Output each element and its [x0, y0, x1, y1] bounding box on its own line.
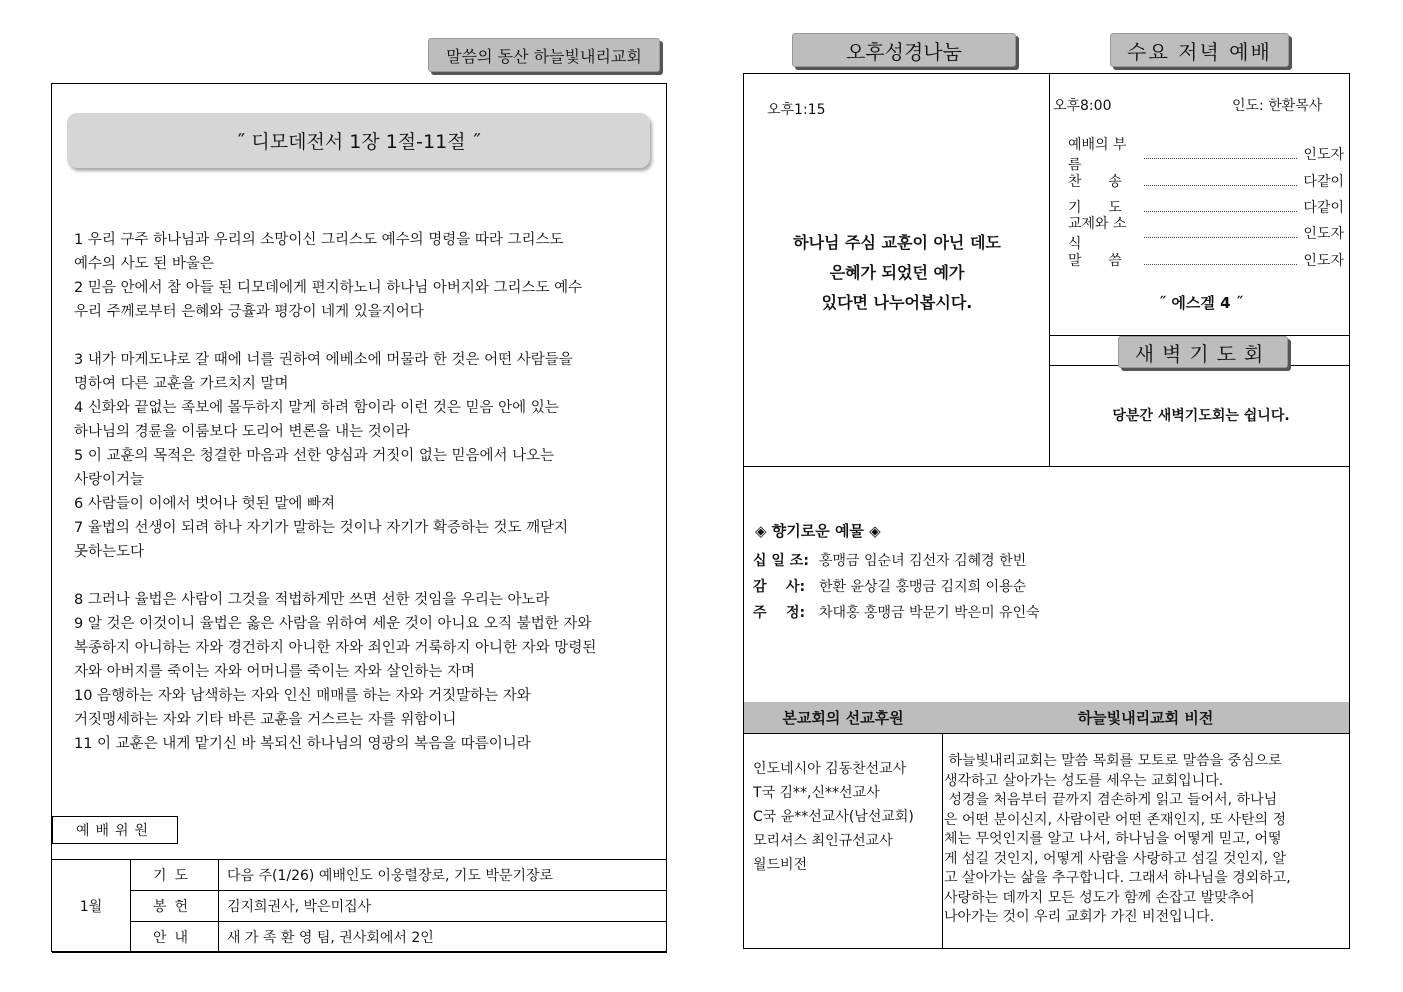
- duty-table: [52, 859, 667, 953]
- verse-line: 우리 주께로부터 은혜와 긍휼과 평강이 네게 있을지어다: [74, 304, 424, 320]
- order-item-who: 인도자: [1303, 226, 1344, 242]
- verse-line: 거짓맹세하는 자와 기타 바른 교훈을 거스르는 자를 위함이니: [74, 712, 457, 728]
- offering-names: 홍맹금 임순녀 김선자 김혜경 한빈: [819, 553, 1027, 569]
- verse-line: 명하여 다른 교훈을 가르치지 말며: [74, 376, 289, 392]
- section-divider: [743, 733, 1349, 734]
- verse-line: 9 알 것은 이것이니 율법은 옳은 사람을 위하여 세운 것이 아니요 오직 불법한 자와: [74, 616, 592, 632]
- leader-dots: [1144, 149, 1297, 159]
- dawn-prayer-title: 새벽기도회: [1118, 336, 1288, 368]
- table-row: [52, 891, 667, 922]
- list-item: C국 윤**선교사(남선교회): [753, 809, 914, 825]
- question-line: 하나님 주심 교훈이 아닌 데도: [793, 233, 1001, 252]
- order-item: [1068, 216, 1344, 252]
- verse-line: 4 신화와 끝없는 족보에 몰두하지 말게 하려 함이라 이런 것은 믿음 안에 있는: [74, 400, 559, 416]
- evening-time: 오후8:00: [1053, 98, 1112, 114]
- leader-dots: [1144, 176, 1297, 186]
- order-item-label: 말 씀: [1068, 253, 1122, 269]
- order-item-label: 기 도: [1068, 200, 1122, 216]
- leader-dots: [1144, 228, 1297, 238]
- vision-line: 생각하고 살아가는 성도를 세우는 교회입니다.: [944, 772, 1224, 789]
- vision-line: 게 섬길 것인지, 어떻게 사람을 사랑하고 섬길 것인지, 알: [944, 850, 1287, 867]
- offering-names: 한환 윤상길 홍맹금 김지희 이용순: [819, 579, 1027, 595]
- verse-line: 사랑이거늘: [74, 472, 145, 488]
- verse-line: 3 내가 마게도냐로 갈 때에 너를 권하여 에베소에 머물라 한 것은 어떤 사람들을: [74, 352, 573, 368]
- afternoon-question: [744, 228, 1050, 318]
- missions-header: 본교회의 선교후원: [782, 709, 904, 727]
- verse-line: 1 우리 구주 하나님과 우리의 소망이신 그리스도 예수의 명령을 따라 그리스도: [74, 232, 564, 248]
- scripture-text: [74, 228, 664, 756]
- vision-line: 은 어떤 분이신지, 사람이란 어떤 존재인지, 또 사탄의 정: [944, 811, 1287, 828]
- verse-line: 7 율법의 선생이 되려 하나 자기가 말하는 것이나 자기가 확증하는 것도 깨닫지: [74, 520, 569, 536]
- verse-line: 복종하지 아니하는 자와 경건하지 아니한 자와 죄인과 거룩하지 아니한 자와 망령된: [74, 640, 597, 656]
- role-cell: 안내: [131, 922, 219, 953]
- verse-line: 2 믿음 안에서 참 아들 된 디모데에게 편지하노니 하나님 아버지와 그리스도 예수: [74, 280, 583, 296]
- offering-title: ◈ 향기로운 예물 ◈: [755, 522, 881, 540]
- order-item-label: 예배의 부름: [1068, 137, 1127, 173]
- list-item: T국 김**,신**선교사: [753, 785, 880, 801]
- verse-line: 5 이 교훈의 목적은 청결한 마음과 선한 양심과 거짓이 없는 믿음에서 나오는: [74, 448, 555, 464]
- passage-title: ˝ 디모데전서 1장 1절-11절 ˝: [67, 113, 650, 168]
- order-item: [1068, 171, 1344, 191]
- duty-cell: 김지희권사, 박은미집사: [219, 891, 667, 922]
- column-divider: [942, 702, 943, 948]
- afternoon-time: 오후1:15: [767, 102, 826, 118]
- role-cell: 봉헌: [131, 891, 219, 922]
- verse-line: 10 음행하는 자와 남색하는 자와 인신 매매를 하는 자와 거짓말하는 자와: [74, 688, 531, 704]
- vision-line: 나아가는 것이 우리 교회가 가진 비전입니다.: [944, 909, 1215, 925]
- month-cell: 1월: [52, 860, 131, 953]
- order-item-label: 찬 송: [1068, 174, 1122, 190]
- order-item-label: 교제와 소식: [1068, 216, 1127, 252]
- order-item: [1068, 250, 1344, 270]
- leader-dots: [1144, 202, 1297, 212]
- question-line: 있다면 나누어봅시다.: [821, 293, 973, 312]
- offering-row: [753, 576, 1026, 596]
- verse-line: 자와 아버지를 죽이는 자와 어머니를 죽이는 자와 살인하는 자며: [74, 664, 476, 680]
- order-item-who: 인도자: [1303, 147, 1344, 163]
- evening-leader: 인도: 한환목사: [1232, 98, 1323, 114]
- order-item-who: 다같이: [1303, 174, 1344, 190]
- vision-table-header: [744, 702, 1349, 733]
- worship-committee-label: 예배위원: [52, 816, 178, 844]
- verse-line: 8 그러나 율법은 사람이 그것을 적법하게만 쓰면 선한 것임을 우리는 아노라: [74, 592, 550, 608]
- verse-line: 하나님의 경륜을 이룸보다 도리어 변론을 내는 것이라: [74, 424, 410, 440]
- vision-line: 하늘빛내리교회는 말씀 목회를 모토로 말씀을 중심으로: [944, 753, 1282, 769]
- list-item: 월드비전: [753, 857, 808, 873]
- order-item-who: 다같이: [1303, 200, 1344, 216]
- section-divider: [743, 466, 1349, 467]
- offering-names: 차대홍 홍맹금 박문기 박은미 유인숙: [819, 605, 1040, 621]
- duty-cell: 다음 주(1/26) 예배인도 이웅렬장로, 기도 박문기장로: [219, 860, 667, 891]
- list-item: 모리셔스 최인규선교사: [753, 833, 893, 849]
- offering-label: 주 정:: [753, 605, 806, 621]
- vision-line: 고 살아가는 삶을 추구합니다. 그래서 하나님을 경외하고,: [944, 870, 1291, 886]
- offering-label: 감 사:: [753, 579, 806, 595]
- missions-list: [753, 757, 914, 877]
- offering-row: [753, 602, 1040, 622]
- verse-line: 6 사람들이 이에서 벗어나 헛된 말에 빠져: [74, 496, 335, 512]
- verse-line: 못하는도다: [74, 544, 145, 560]
- verse-gap: [74, 324, 664, 348]
- verse-line: 예수의 사도 된 바울은: [74, 256, 214, 272]
- leader-dots: [1144, 255, 1297, 265]
- church-name-tag: 말씀의 동산 하늘빛내리교회: [428, 38, 660, 72]
- table-row: [52, 860, 667, 891]
- verse-line: 11 이 교훈은 내게 맡기신 바 복되신 하나님의 영광의 복음을 따름이니라: [74, 736, 531, 752]
- order-item-who: 인도자: [1303, 253, 1344, 269]
- offering-row: [753, 550, 1026, 570]
- duty-cell: 새 가 족 환 영 팀, 권사회에서 2인: [219, 922, 667, 953]
- table-row: [52, 922, 667, 953]
- vision-line: 사랑하는 데까지 모든 성도가 함께 손잡고 발맞추어: [944, 889, 1255, 906]
- vision-line: 체는 무엇인지를 알고 나서, 하나님을 어떻게 믿고, 어떻: [944, 831, 1282, 847]
- verse-gap: [74, 564, 664, 588]
- order-item: [1068, 137, 1344, 173]
- vision-line: 성경을 처음부터 끝까지 겸손하게 읽고 들어서, 하나님: [944, 792, 1278, 808]
- dawn-prayer-notice: 당분간 새벽기도회는 쉽니다.: [1112, 408, 1290, 424]
- role-cell: 기도: [131, 860, 219, 891]
- vision-statement: [944, 752, 1346, 928]
- offering-label: 십 일 조:: [753, 553, 809, 569]
- afternoon-bible-title: 오후성경나눔: [792, 33, 1016, 67]
- sermon-passage: ˝ 에스겔 4 ˝: [1158, 294, 1244, 312]
- vision-header: 하늘빛내리교회 비전: [1077, 709, 1214, 727]
- question-line: 은혜가 되었던 예가: [829, 263, 965, 282]
- list-item: 인도네시아 김동찬선교사: [753, 761, 907, 777]
- wednesday-service-title: 수요 저녁 예배: [1110, 33, 1289, 67]
